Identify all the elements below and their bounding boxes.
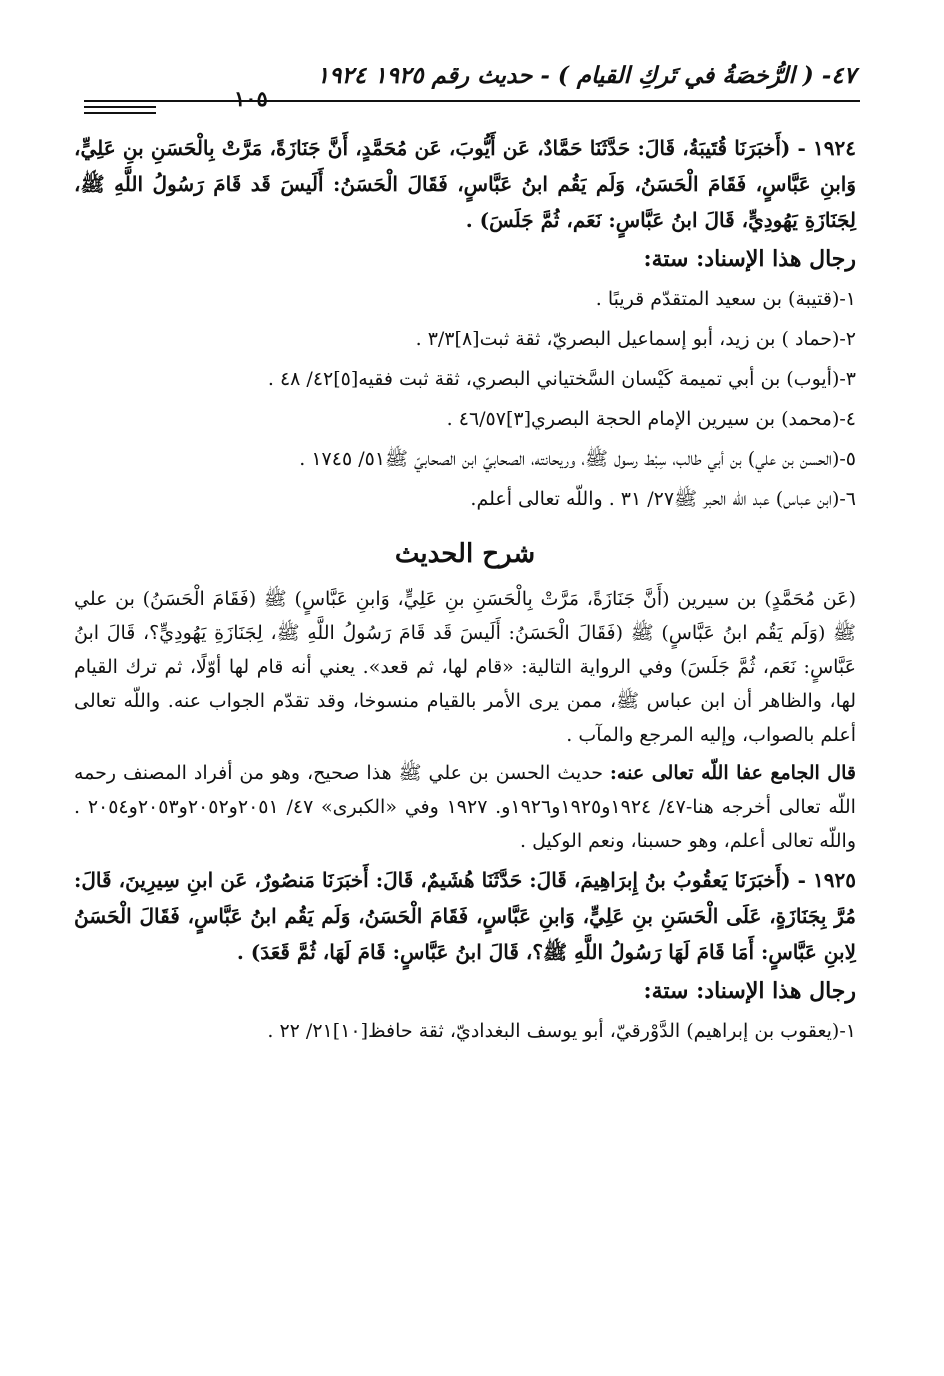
rijal-heading-2: رجال هذا الإسناد: ستة: [643,978,856,1004]
jami-note [74,756,856,858]
jami-note-lead: قال الجامع عفا اللّه تعالى عنه: [609,762,856,784]
page-header [70,62,856,111]
hadith-1925: ١٩٢٥ - (أَخبَرَنَا يَعقُوبُ بنُ إِبرَاهِيمَ، قَالَ: حَدَّثَنَا هُشَيمٌ، قَالَ: أَخبَرَنَا مَنصُورٌ، عَن ابنِ سِيرِينَ، قَالَ: مُرَّ بِجَنَازَةٍ، عَلَى الْحَسَنِ بنِ عَلِيٍّ، وَابنِ عَبَّاسٍ، فَقَامَ الْحَسَنُ، وَلَم يَقُم ابنُ عَبَّاسٍ، فَقَالَ الْحَسَنُ لِابنِ عَبَّاسٍ: أَمَا قَامَ لَهَا رَسُولُ اللَّهِ ﷺ؟، قَالَ ابنُ عَبَّاسٍ: قَامَ لَهَا، ثُمَّ قَعَدَ) . [74,868,857,964]
header-rule [84,100,860,102]
page-number: ١٠٥ [228,86,274,111]
sharh-heading: شرح الحديث [394,539,536,569]
hadith-1924: ١٩٢٤ - (أَخبَرَنَا قُتَيبَةُ، قَالَ: حَدَّثَنَا حَمَّادٌ، عَن أَيُّوبَ، عَن مُحَمَّدٍ، أَنَّ جَنَازَةً، مَرَّتْ بِالْحَسَنِ بنِ عَلِيٍّ، وَابنِ عَبَّاسٍ، فَقَامَ الْحَسَنُ، وَلَم يَقُم ابنُ عَبَّاسٍ، فَقَالَ الْحَسَنُ: أَلَيسَ قَد قَامَ رَسُولُ اللَّهِ ﷺ، لِجَنَازَةِ يَهُودِيٍّ، قَالَ ابنُ عَبَّاسٍ: نَعَم، ثُمَّ جَلَسَ) . [74,136,856,232]
narrator-item: ١-(يعقوب بن إبراهيم) الدَّوْرقيّ، أبو يوسف البغداديّ، ثقة حافظ[١٠]٢١/ ٢٢ . [267,1020,856,1042]
narrator-item: ٦-(ابن عباس) عبد اللّه الحبر ﷺ٢٧/ ٣١ . واللّه تعالى أعلم. [470,488,856,510]
narrator-item: ٥-(الحسن بن علي) بن أبي طالب، سِبْط رسول ﷺ، وريحانته، الصحابيّ ابن الصحابيّ ﷺ٥١/ ١٧٤٥ . [299,448,856,470]
jami-note-text: حديث الحسن بن علي ﷺ هذا صحيح، وهو من أفراد المصنف رحمه اللّه تعالى أخرجه هنا-٤٧/ ١٩٢٤و١٩٢٥و١٩٢٦و. ١٩٢٧ وفي «الكبرى» ٤٧/ ٢٠٥١و٢٠٥٢و٢٠٥٣و٢٠٥٤ . واللّه تعالى أعلم، وهو حسبنا، ونعم الوكيل . [74,762,856,852]
narrator-item: ٢-(حماد ) بن زيد، أبو إسماعيل البصريّ، ثقة ثبت[٨]٣/٣ . [415,328,856,350]
page-body [74,130,856,1054]
header-rule-triple [84,112,156,114]
narrator-item: ٤-(محمد) بن سيرين الإمام الحجة البصري[٣]٤٦/٥٧ . [446,408,856,430]
sharh-paragraph: (عَن مُحَمَّدٍ) بن سيرين (أَنَّ جَنَازَةً، مَرَّتْ بِالْحَسَنِ بنِ عَلِيٍّ، وَابنِ عَبَّاسٍ) ﷺ (فَقَامَ الْحَسَنُ) بن علي ﷺ (وَلَم يَقُم ابنُ عَبَّاسٍ) ﷺ (فَقَالَ الْحَسَنُ: أَلَيسَ قَد قَامَ رَسُولُ اللَّهِ ﷺ، لِجَنَازَةِ يَهُودِيٍّ؟، قَالَ ابنُ عَبَّاسٍ: نَعَم، ثُمَّ جَلَسَ) وفي الرواية التالية: «قام لها، ثم قعد». يعني أنه قام لها أوّلًا، ثم ترك القيام لها، والظاهر أن ابن عباس ﷺ، ممن يرى الأمر بالقيام منسوخا، وقد تقدّم الجواب عنه. واللّه تعالى أعلم بالصواب، وإليه المرجع والمآب . [74,588,856,746]
running-title: ٤٧- ( الرُّخصَةُ في تَركِ القيام ) - حديث رقم ١٩٢٥ ١٩٢٤ [316,62,856,89]
narrator-item: ١-(قتيبة) بن سعيد المتقدّم قريبًا . [595,288,856,310]
rijal-heading-1: رجال هذا الإسناد: ستة: [643,246,856,272]
header-rule-double [84,106,156,108]
narrator-item: ٣-(أيوب) بن أبي تميمة كَيْسان السَّختياني البصري، ثقة ثبت فقيه[٥]٤٢/ ٤٨ . [267,368,856,390]
